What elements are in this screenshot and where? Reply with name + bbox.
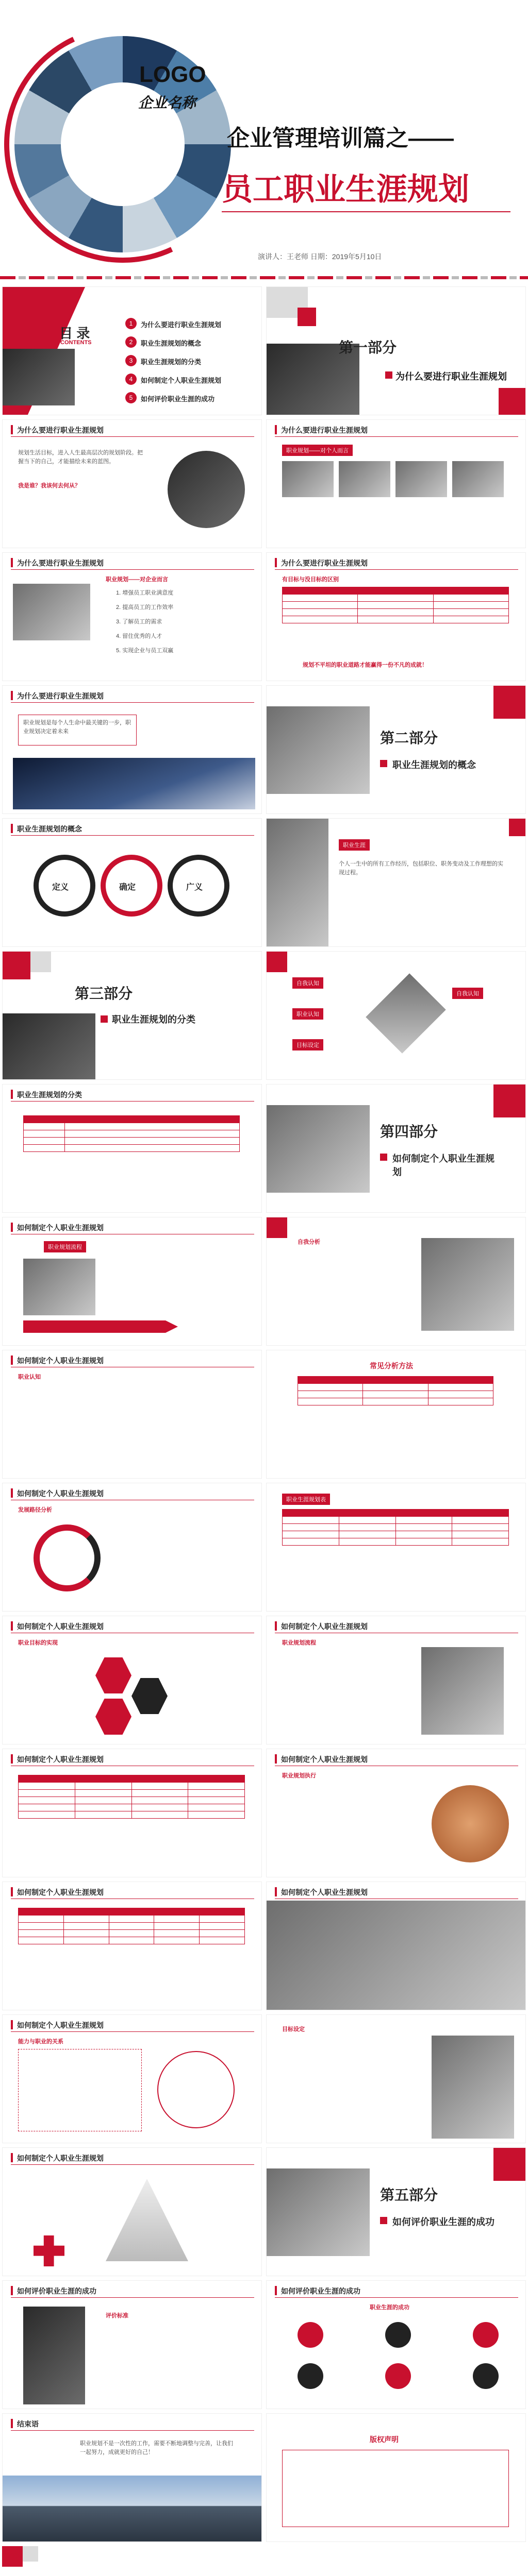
howto-slide-15 xyxy=(2,2147,262,2276)
classify-slide-1 xyxy=(266,951,526,1080)
howto-slide-13 xyxy=(2,2014,262,2143)
compare-footer: 规划不平坦的职业道路才能赢得一份不凡的成就！ xyxy=(303,662,427,668)
part5-photo xyxy=(267,2168,370,2256)
cover-divider xyxy=(222,211,510,212)
evaluate-criteria-title: 评价标准 xyxy=(106,2313,128,2319)
howto-slide-8 xyxy=(266,1616,526,1744)
why-circle-photo xyxy=(168,451,245,528)
slide-header-text: 为什么要进行职业生涯规划 xyxy=(17,559,104,567)
slide-header xyxy=(3,553,261,570)
toc-item-2[interactable]: 职业生涯规划的概念 xyxy=(141,340,202,347)
deco-gray xyxy=(23,2546,38,2562)
toc-number-3: 3 xyxy=(125,355,137,366)
toc-number-1: 1 xyxy=(125,318,137,329)
why-sub-label: 职业规划——对个人而言 xyxy=(282,445,353,456)
part2-label: 第二部分 xyxy=(380,730,438,746)
slide-header xyxy=(3,2015,261,2032)
classify-slide-2 xyxy=(2,1084,262,1213)
deco-red xyxy=(298,308,316,326)
slide-header-text: 如何制定个人职业生涯规划 xyxy=(17,1224,104,1232)
hex-2 xyxy=(131,1678,168,1714)
slide-header xyxy=(267,1749,525,1767)
slide-header-text: 如何制定个人职业生涯规划 xyxy=(17,2021,104,2029)
concept-word-3: 广义 xyxy=(186,883,203,892)
target-icon xyxy=(157,2051,235,2128)
why-slide-4 xyxy=(266,552,526,681)
part2-title: 职业生涯规划的概念 xyxy=(392,760,476,770)
goal-achieve-title: 职业目标的实现 xyxy=(18,1640,58,1646)
part1-bullet xyxy=(385,371,392,379)
footer-area xyxy=(2,2546,526,2576)
cover-company-name: 企业名称 xyxy=(138,95,196,111)
slide-header-text: 如何评价职业生涯的成功 xyxy=(281,2287,360,2295)
slide-header xyxy=(267,2281,525,2298)
howto-slide-2 xyxy=(266,1217,526,1346)
slide-header xyxy=(3,2281,261,2298)
classify-label-1: 自我认知 xyxy=(292,977,323,989)
why-photo-4 xyxy=(452,461,504,497)
ability-title: 能力与职业的关系 xyxy=(18,2039,63,2045)
flow-arrow xyxy=(23,1320,178,1333)
slide-header xyxy=(3,1616,261,1634)
slide-header-text: 职业生涯规划的概念 xyxy=(17,825,82,833)
slide-header xyxy=(3,819,261,836)
howto-slide-14 xyxy=(266,2014,526,2143)
classify-diamond-photo xyxy=(366,973,446,1054)
slide-header-text: 为什么要进行职业生涯规划 xyxy=(17,692,104,700)
slide-header xyxy=(267,1882,525,1900)
deco-red xyxy=(267,952,287,972)
toc-item-1[interactable]: 为什么要进行职业生涯规划 xyxy=(141,321,222,329)
cover-title-line1: 企业管理培训篇之—— xyxy=(227,126,454,151)
deco-red-corner xyxy=(493,686,526,719)
deco-red-corner xyxy=(493,2148,526,2181)
slide-header xyxy=(3,1217,261,1235)
cross-icon xyxy=(34,2235,64,2266)
schedule-table xyxy=(18,1908,245,1944)
plan-table-title: 职业生涯规划表 xyxy=(282,1494,330,1505)
ending-slide xyxy=(2,2413,262,2542)
path-ring xyxy=(34,1524,101,1591)
concept-word-1: 定义 xyxy=(52,883,69,892)
methods-table xyxy=(298,1376,493,1405)
part4-title: 如何制定个人职业生涯规划 xyxy=(392,1154,494,1177)
part1-title: 为什么要进行职业生涯规划 xyxy=(395,371,507,382)
why-body-text: 规划生活目标，进入人生最高层次的规划阶段。把握当下的自己，才能描绘未来的蓝图。 xyxy=(18,450,143,465)
copyright-slide xyxy=(266,2413,526,2542)
gears-image xyxy=(432,1785,509,1862)
slide-header-text: 为什么要进行职业生涯规划 xyxy=(17,426,104,434)
toc-item-4[interactable]: 如何制定个人职业生涯规划 xyxy=(141,377,222,384)
slide-header-text: 为什么要进行职业生涯规划 xyxy=(281,426,368,434)
why-photo-1 xyxy=(282,461,334,497)
laptop-photo xyxy=(13,584,90,640)
why-slide-2 xyxy=(266,419,526,548)
success-icon-3 xyxy=(473,2322,499,2348)
slide-header xyxy=(3,1749,261,1767)
slide-header-text: 如何制定个人职业生涯规划 xyxy=(17,1755,104,1764)
part2-slide xyxy=(266,685,526,814)
handshake-photo xyxy=(421,1647,504,1735)
howto-slide-12 xyxy=(266,1882,526,2010)
slide-header-text: 如何制定个人职业生涯规划 xyxy=(17,2154,104,2162)
concept-slide-1 xyxy=(2,818,262,947)
deco-red xyxy=(267,1217,287,1238)
goal-setting-title: 目标设定 xyxy=(282,2026,305,2032)
slide-header xyxy=(3,1483,261,1501)
hex-1 xyxy=(95,1657,131,1693)
slide-header xyxy=(3,686,261,703)
why-item-5: 5. 实现企业与员工双赢 xyxy=(116,648,174,654)
slide-header-text: 如何评价职业生涯的成功 xyxy=(17,2287,96,2295)
success-title: 职业生涯的成功 xyxy=(370,2304,409,2311)
toc-item-3[interactable]: 职业生涯规划的分类 xyxy=(141,358,202,366)
toc-title: 目 录 xyxy=(59,326,90,341)
part4-label: 第四部分 xyxy=(380,1124,438,1140)
self-analysis-photo xyxy=(421,1238,514,1331)
cover-logo: LOGO xyxy=(139,62,206,87)
classify-label-3: 目标设定 xyxy=(292,1039,323,1050)
deco-red-corner xyxy=(493,1084,526,1117)
howto-slide-9 xyxy=(2,1749,262,1877)
office-photo xyxy=(267,1901,526,2010)
part3-slide xyxy=(2,951,262,1080)
howto-slide-10 xyxy=(266,1749,526,1877)
slide-header xyxy=(267,420,525,437)
part5-slide xyxy=(266,2147,526,2276)
compare-title: 有目标与没目标的区别 xyxy=(282,577,339,583)
process-title: 职业规划流程 xyxy=(282,1640,316,1646)
why-enterprise-label: 职业规划——对企业而言 xyxy=(106,577,168,583)
slide-header xyxy=(3,1882,261,1900)
slide-header-text: 为什么要进行职业生涯规划 xyxy=(281,559,368,567)
slide-header xyxy=(3,2148,261,2165)
why-item-3: 3. 了解员工的需求 xyxy=(116,619,162,625)
why-photo-2 xyxy=(339,461,390,497)
slide-header-text: 如何制定个人职业生涯规划 xyxy=(281,1755,368,1764)
why-photo-3 xyxy=(395,461,447,497)
slide-header-text: 职业生涯规划的分类 xyxy=(17,1091,82,1099)
why-slide-1 xyxy=(2,419,262,548)
why-slide-5 xyxy=(2,685,262,814)
execution-title: 职业规划执行 xyxy=(282,1773,316,1779)
deco-red-corner xyxy=(499,388,526,415)
howto-slide-11 xyxy=(2,1882,262,2010)
part4-bullet xyxy=(380,1154,387,1161)
slide-header xyxy=(3,1350,261,1368)
part3-label: 第三部分 xyxy=(75,986,133,1002)
copyright-title: 版权声明 xyxy=(370,2435,399,2444)
toc-number-4: 4 xyxy=(125,374,137,385)
part5-bullet xyxy=(380,2217,387,2224)
part1-slide xyxy=(266,286,526,415)
howto-slide-1 xyxy=(2,1217,262,1346)
toc-item-5[interactable]: 如何评价职业生涯的成功 xyxy=(141,395,215,403)
part3-photo xyxy=(3,1013,95,1080)
slide-header xyxy=(3,2414,261,2431)
success-icon-5 xyxy=(385,2363,411,2389)
concept-slide-2 xyxy=(266,818,526,947)
flow-title: 职业规划流程 xyxy=(44,1241,86,1252)
part5-title: 如何评价职业生涯的成功 xyxy=(392,2217,494,2227)
success-icon-6 xyxy=(473,2363,499,2389)
deco-red xyxy=(2,2546,23,2567)
flow-photo xyxy=(23,1259,95,1315)
howto-slide-6 xyxy=(266,1483,526,1612)
slide-header-text: 如何制定个人职业生涯规划 xyxy=(281,1622,368,1631)
path-analysis-title: 发展路径分析 xyxy=(18,1507,52,1513)
career-cognition-title: 职业认知 xyxy=(18,1374,41,1380)
moon-photo xyxy=(13,758,255,809)
self-analysis-title: 自我分析 xyxy=(298,1239,320,1245)
part5-label: 第五部分 xyxy=(380,2187,438,2203)
howto-slide-5 xyxy=(2,1483,262,1612)
part3-title: 职业生涯规划的分类 xyxy=(112,1014,195,1025)
toc-subtitle: CONTENTS xyxy=(60,340,92,346)
part2-bullet xyxy=(380,760,387,767)
ability-text-box xyxy=(18,2049,142,2131)
cone-diagram xyxy=(106,2179,188,2261)
howto-slide-4 xyxy=(266,1350,526,1479)
part4-slide xyxy=(266,1084,526,1213)
toc-number-5: 5 xyxy=(125,392,137,403)
slide-header xyxy=(3,420,261,437)
execution-table xyxy=(18,1775,245,1819)
why-question: 我是谁？我该何去何从？ xyxy=(18,483,80,489)
slide-header xyxy=(267,1616,525,1634)
part3-bullet xyxy=(101,1015,108,1023)
ending-text: 职业规划不是一次性的工作，需要不断地调整与完善，让我们一起努力，成就更好的自己！ xyxy=(80,2441,233,2455)
why-item-4: 4. 留住优秀的人才 xyxy=(116,633,162,639)
classify-label-4: 自我认知 xyxy=(452,988,483,999)
copyright-box xyxy=(282,2450,509,2527)
deco-gray xyxy=(30,952,51,972)
concept-tag: 职业生涯 xyxy=(339,839,370,851)
howto-slide-7 xyxy=(2,1616,262,1744)
part2-photo xyxy=(267,706,370,794)
why-slide-3 xyxy=(2,552,262,681)
applause-photo xyxy=(432,2036,514,2139)
cover-bottom-strip xyxy=(0,276,528,279)
cover-meta: 演讲人：王老师 日期：2019年5月10日 xyxy=(258,252,382,261)
deco-red xyxy=(3,952,30,979)
concept-side-photo xyxy=(267,819,328,947)
part4-photo xyxy=(267,1105,370,1193)
toc-slide xyxy=(2,286,262,415)
methods-title: 常见分析方法 xyxy=(370,1362,413,1370)
slide-header-text: 如何制定个人职业生涯规划 xyxy=(17,1357,104,1365)
slide-header-text: 如何制定个人职业生涯规划 xyxy=(281,1888,368,1896)
cover-title-line2: 员工职业生涯规划 xyxy=(222,172,469,207)
slide-header xyxy=(267,553,525,570)
deco-red-corner xyxy=(509,819,526,836)
howto-slide-3 xyxy=(2,1350,262,1479)
success-icon-2 xyxy=(385,2322,411,2348)
classify-table xyxy=(23,1115,240,1152)
why-item-1: 1. 增强员工职业满意度 xyxy=(116,590,174,596)
plan-table xyxy=(282,1509,509,1546)
hex-3 xyxy=(95,1699,131,1735)
slide-header-text: 如何制定个人职业生涯规划 xyxy=(17,1489,104,1498)
toc-number-2: 2 xyxy=(125,336,137,348)
slide-header xyxy=(3,1084,261,1102)
success-icon-4 xyxy=(298,2363,323,2389)
toc-photo xyxy=(3,349,75,405)
businessmen-photo xyxy=(23,2307,85,2404)
quote-text: 职业规划是每个人生命中最关键的一步，职业规划决定着未来 xyxy=(23,720,131,735)
concept-definition: 个人一生中的所有工作经历，包括职位、职务变动及工作理想的实现过程。 xyxy=(339,861,503,876)
evaluate-slide-1 xyxy=(2,2280,262,2409)
why-item-2: 2. 提高员工的工作效率 xyxy=(116,604,174,611)
concept-word-2: 确定 xyxy=(119,883,136,892)
evaluate-slide-2 xyxy=(266,2280,526,2409)
city-photo xyxy=(3,2476,262,2542)
success-icon-1 xyxy=(298,2322,323,2348)
classify-label-2: 职业认知 xyxy=(292,1008,323,1020)
cover-slide xyxy=(0,0,528,282)
compare-table xyxy=(282,587,509,623)
slide-header-text: 结束语 xyxy=(17,2420,39,2428)
slide-header-text: 如何制定个人职业生涯规划 xyxy=(17,1622,104,1631)
part1-label: 第一部分 xyxy=(339,340,397,355)
slide-header-text: 如何制定个人职业生涯规划 xyxy=(17,1888,104,1896)
